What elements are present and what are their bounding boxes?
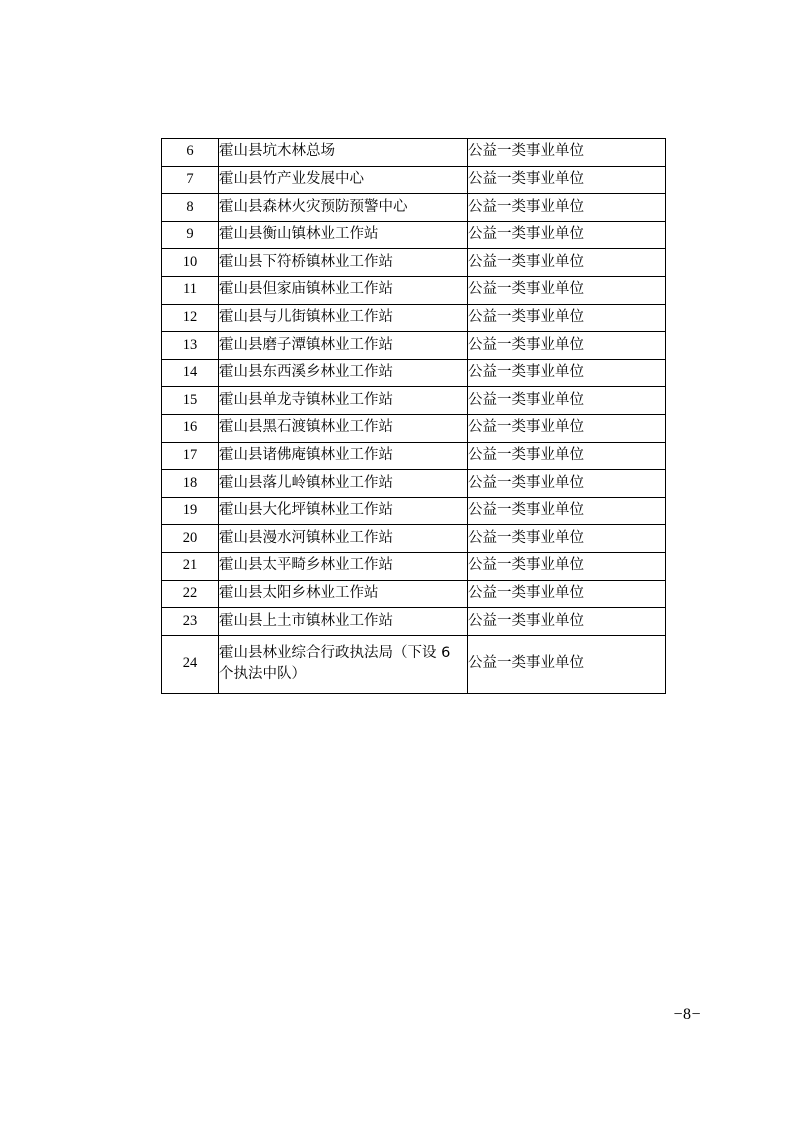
row-institution-type: 公益一类事业单位 [468,387,666,415]
row-number: 16 [162,414,219,442]
table-row [162,414,666,442]
row-institution-name: 霍山县东西溪乡林业工作站 [219,359,468,387]
row-institution-type: 公益一类事业单位 [468,552,666,580]
table-row [162,635,666,693]
row-institution-type: 公益一类事业单位 [468,139,666,167]
row-institution-name: 霍山县大化坪镇林业工作站 [219,497,468,525]
row-number: 19 [162,497,219,525]
table-row [162,470,666,498]
row-number: 7 [162,166,219,194]
row-institution-type: 公益一类事业单位 [468,635,666,693]
row-institution-type: 公益一类事业单位 [468,359,666,387]
row-institution-type: 公益一类事业单位 [468,414,666,442]
row-institution-name: 霍山县下符桥镇林业工作站 [219,249,468,277]
row-institution-type: 公益一类事业单位 [468,497,666,525]
row-institution-name: 霍山县林业综合行政执法局（下设 6 个执法中队） [219,635,468,693]
row-number: 12 [162,304,219,332]
row-number: 15 [162,387,219,415]
table-row [162,387,666,415]
row-institution-name: 霍山县与儿街镇林业工作站 [219,304,468,332]
table-row [162,166,666,194]
row-institution-name: 霍山县衡山镇林业工作站 [219,221,468,249]
row-institution-type: 公益一类事业单位 [468,332,666,360]
table-row [162,332,666,360]
row-institution-type: 公益一类事业单位 [468,166,666,194]
row-number: 10 [162,249,219,277]
table-row [162,194,666,222]
row-number: 9 [162,221,219,249]
row-institution-type: 公益一类事业单位 [468,194,666,222]
table-row [162,359,666,387]
table-row [162,221,666,249]
row-institution-name: 霍山县单龙寺镇林业工作站 [219,387,468,415]
row-institution-type: 公益一类事业单位 [468,221,666,249]
row-institution-type: 公益一类事业单位 [468,442,666,470]
table-row [162,608,666,636]
row-institution-name: 霍山县诸佛庵镇林业工作站 [219,442,468,470]
row-institution-type: 公益一类事业单位 [468,608,666,636]
row-institution-type: 公益一类事业单位 [468,470,666,498]
row-number: 18 [162,470,219,498]
row-number: 20 [162,525,219,553]
table-row [162,139,666,167]
row-number: 13 [162,332,219,360]
row-institution-type: 公益一类事业单位 [468,580,666,608]
row-institution-name: 霍山县坑木林总场 [219,139,468,167]
row-institution-type: 公益一类事业单位 [468,249,666,277]
table-row [162,304,666,332]
institution-table-wrapper [161,138,664,694]
row-number: 14 [162,359,219,387]
row-institution-name: 霍山县太阳乡林业工作站 [219,580,468,608]
row-institution-name: 霍山县磨子潭镇林业工作站 [219,332,468,360]
row-number: 8 [162,194,219,222]
row-institution-name: 霍山县但家庙镇林业工作站 [219,276,468,304]
row-institution-name: 霍山县漫水河镇林业工作站 [219,525,468,553]
institution-table [161,138,666,694]
row-institution-name: 霍山县太平畸乡林业工作站 [219,552,468,580]
row-number: 24 [162,635,219,693]
table-body [162,139,666,694]
row-institution-type: 公益一类事业单位 [468,276,666,304]
table-row [162,249,666,277]
table-row [162,580,666,608]
row-number: 23 [162,608,219,636]
row-number: 17 [162,442,219,470]
table-row [162,276,666,304]
row-institution-name: 霍山县落儿岭镇林业工作站 [219,470,468,498]
table-row [162,442,666,470]
page-number: −8− [673,1006,701,1023]
table-row [162,552,666,580]
row-institution-name: 霍山县森林火灾预防预警中心 [219,194,468,222]
table-row [162,497,666,525]
row-number: 21 [162,552,219,580]
row-institution-name: 霍山县黑石渡镇林业工作站 [219,414,468,442]
row-institution-type: 公益一类事业单位 [468,304,666,332]
row-number: 22 [162,580,219,608]
row-institution-name: 霍山县竹产业发展中心 [219,166,468,194]
row-number: 11 [162,276,219,304]
row-institution-type: 公益一类事业单位 [468,525,666,553]
row-number: 6 [162,139,219,167]
table-row [162,525,666,553]
row-institution-name: 霍山县上土市镇林业工作站 [219,608,468,636]
